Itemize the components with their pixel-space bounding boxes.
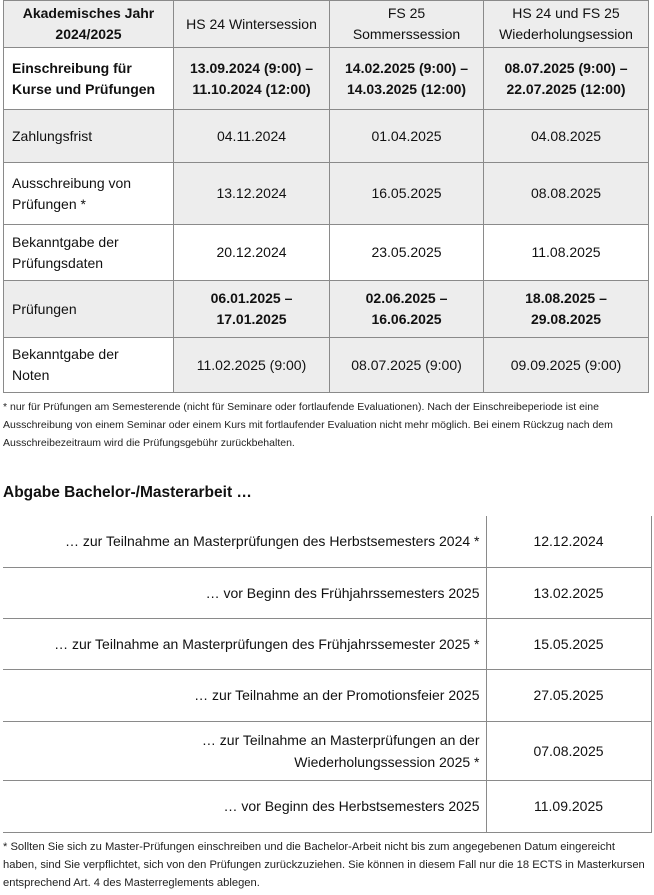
date-cell: 20.12.2024: [174, 225, 330, 281]
thesis-row-label: … zur Teilnahme an Masterprüfungen des Herbstsemesters 2024 *: [3, 516, 486, 567]
calendar-footnote: * nur für Prüfungen am Semesterende (nicht für Seminare oder fortlaufende Evaluationen). Nach der Einschreibeperiode ist eine Ausschreibung von einem Seminar oder einem Kurs mit fortlaufender Evaluation nicht mehr möglich. Bei einem Rückzug nach dem Ausschreibezeitraum wird die Prüfungsgebühr zurückbehalten.: [3, 401, 613, 449]
thesis-row-label: … vor Beginn des Frühjahrssemesters 2025: [3, 567, 486, 618]
date-cell: 11.02.2025 (9:00): [174, 338, 330, 393]
thesis-row-label: … zur Teilnahme an Masterprüfungen des Frühjahrssemester 2025 *: [3, 618, 486, 669]
header-hs24: HS 24 Wintersession: [174, 1, 330, 48]
date-cell: 14.02.2025 (9:00) – 14.03.2025 (12:00): [330, 48, 484, 110]
thesis-row-date: 27.05.2025: [486, 669, 651, 721]
thesis-row-date: 07.08.2025: [486, 721, 651, 780]
thesis-row-label: … vor Beginn des Herbstsemesters 2025: [3, 780, 486, 832]
date-cell: 13.09.2024 (9:00) – 11.10.2024 (12:00): [174, 48, 330, 110]
date-cell: 08.07.2025 (9:00) – 22.07.2025 (12:00): [484, 48, 649, 110]
date-cell: 18.08.2025 – 29.08.2025: [484, 281, 649, 338]
date-cell: 08.07.2025 (9:00): [330, 338, 484, 393]
row-label: Einschreibung für Kurse und Prüfungen: [4, 48, 174, 110]
row-payment: [4, 110, 649, 163]
date-cell: 06.01.2025 – 17.01.2025: [174, 281, 330, 338]
thesis-footnote: * Sollten Sie sich zu Master-Prüfungen einschreiben und die Bachelor-Arbeit nicht bis zum angegebenen Datum eingereicht haben, sind Sie verpflichtet, sich von den Prüfungen zurückzuziehen. Sie können in diesem Fall nur die 18 ECTS in Masterkursen entsprechend Art. 4 des Masterreglements ablegen.: [3, 841, 645, 889]
thesis-row-date: 11.09.2025: [486, 780, 651, 832]
row-exam-dates: [4, 225, 649, 281]
date-cell: 23.05.2025: [330, 225, 484, 281]
date-cell: 01.04.2025: [330, 110, 484, 163]
date-cell: 02.06.2025 – 16.06.2025: [330, 281, 484, 338]
date-cell: 16.05.2025: [330, 163, 484, 225]
thesis-row: [3, 780, 651, 832]
thesis-row-date: 15.05.2025: [486, 618, 651, 669]
thesis-section-title: Abgabe Bachelor-/Masterarbeit …: [3, 484, 252, 501]
date-cell: 11.08.2025: [484, 225, 649, 281]
thesis-row: [3, 516, 651, 567]
date-cell: 09.09.2025 (9:00): [484, 338, 649, 393]
date-cell: 08.08.2025: [484, 163, 649, 225]
thesis-table: [3, 516, 652, 833]
row-label: Bekanntgabe der Prüfungsdaten: [4, 225, 174, 281]
thesis-row: [3, 721, 651, 780]
thesis-row-label: … zur Teilnahme an Masterprüfungen an der Wiederholungssession 2025 *: [3, 721, 486, 780]
row-exams: [4, 281, 649, 338]
thesis-row-date: 12.12.2024: [486, 516, 651, 567]
thesis-row: [3, 567, 651, 618]
header-repeat-session: HS 24 und FS 25 Wiederholungsession: [484, 1, 649, 48]
date-cell: 13.12.2024: [174, 163, 330, 225]
row-announcement: [4, 163, 649, 225]
header-fs25: FS 25 Sommerssession: [330, 1, 484, 48]
calendar-header-row: [4, 1, 649, 48]
thesis-row: [3, 618, 651, 669]
thesis-row-label: … zur Teilnahme an der Promotionsfeier 2025: [3, 669, 486, 721]
thesis-row-date: 13.02.2025: [486, 567, 651, 618]
calendar-table: [3, 0, 649, 393]
date-cell: 04.11.2024: [174, 110, 330, 163]
row-label: Ausschreibung von Prüfungen *: [4, 163, 174, 225]
header-academic-year: Akademisches Jahr 2024/2025: [4, 1, 174, 48]
row-label: Zahlungsfrist: [4, 110, 174, 163]
row-label: Bekanntgabe der Noten: [4, 338, 174, 393]
row-registration: [4, 48, 649, 110]
row-grades: [4, 338, 649, 393]
thesis-row: [3, 669, 651, 721]
row-label: Prüfungen: [4, 281, 174, 338]
date-cell: 04.08.2025: [484, 110, 649, 163]
